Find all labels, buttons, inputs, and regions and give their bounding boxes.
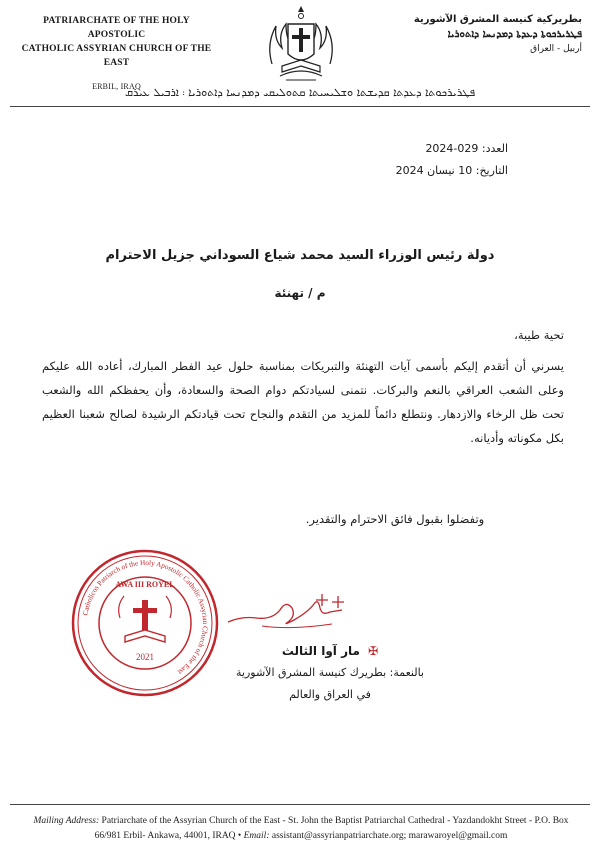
header-divider [10, 106, 590, 107]
letter-date [268, 160, 508, 182]
signatory-name: مار آوا الثالث [281, 644, 360, 658]
letterhead-english-line-2: CATHOLIC ASSYRIAN CHURCH OF THE EAST [21, 44, 212, 68]
letter-number-label: العدد: [481, 142, 508, 155]
seal-year: 2021 [136, 652, 154, 662]
seal-top-text: AWA III ROYEL [115, 580, 175, 589]
addressee: دولة رئيس الوزراء السيد محمد شياع السوداني جزيل الاحترام [105, 248, 495, 263]
letter-date-value: 10 نيسان 2024 [395, 164, 473, 177]
patriarchate-logo [262, 4, 340, 84]
email-addresses[interactable]: assistant@assyrianpatriarchate.org; marawaroyel@gmail.com [271, 831, 508, 841]
greeting: تحية طيبة، [514, 328, 564, 342]
signatory-name-row [210, 640, 450, 662]
letterhead-arabic-line-1: بطريركية كنيسة المشرق الآشورية [413, 14, 582, 25]
subject-line: م / تهنئة [274, 286, 326, 300]
official-seal [70, 548, 220, 698]
seal-ring-text: Catholicos Patriarch of the Holy Apostolic Catholic Assyrian Church of the East [81, 558, 210, 677]
letterhead-arabic [372, 12, 582, 57]
letterhead-english-line-1: PATRIARCHATE OF THE HOLY APOSTOLIC [43, 16, 190, 40]
signature-block [210, 640, 450, 706]
letter-body: يسرني أن أتقدم إليكم بأسمى آيات التهنئة والتبريكات بمناسبة حلول عيد الفطر المبارك، أعاده الله عليكم وعلى الشعب العراقي بالنعم والبركات. نتمنى لسيادتكم دوام الصحة والسعادة، وأن يحفظكم الله والشعب تحت ظل الرخاء والازدهار. ونتطلع دائماً للمزيد من التقدم والنجاح تحت قيادتكم الرشيدة لصالح شعبنا العظيم بكل مكوناته وأديانه. [42, 359, 564, 445]
cross-icon: ✠ [368, 644, 379, 658]
signatory-title-line-2: في العراق والعالم [289, 688, 371, 701]
letterhead-syriac-line: ܦܛܪܝܪܟܘܬܐ ܕܥܕܬܐ ܩܕܝܫܬܐ ܘܫܠܝܚܝܬܐ ܩܬܘܠܝܩܝ ܕܡܕܢܚܐ ܕܐܬܘܪܝܐ ܃ ܐܪܒܝܠ ܥܝܪܩ [124, 86, 476, 99]
letter-number [268, 138, 508, 160]
letter-date-label: التاريخ: [475, 164, 508, 177]
letterhead-english-location: ERBIL, IRAQ [92, 82, 141, 91]
footer-divider [10, 804, 590, 805]
signatory-title-line-1: بالنعمة: بطريرك كنيسة المشرق الآشورية [236, 666, 424, 679]
email-label: Email: [243, 831, 270, 841]
letterhead-english [14, 14, 219, 94]
closing-line: وتفضلوا بقبول فائق الاحترام والتقدير. [305, 512, 485, 526]
handwritten-signature [222, 586, 352, 632]
mailing-address-line-1: Patriarchate of the Assyrian Church of the East - St. John the Baptist Patriarchal Cathedral - Yazdandokht Street - P.O. Box [101, 816, 569, 826]
letter-number-value: 2024-029 [425, 142, 479, 155]
letterhead-arabic-line-2: ܦܛܪܝܪܟܘܬܐ ܕܥܕܬܐ ܕܡܕܢܚܐ ܕܐܬܘܪܝܐ [447, 29, 582, 40]
mailing-address-footer [12, 814, 590, 844]
letterhead-arabic-location: أربيل - العراق [530, 44, 582, 54]
mailing-address-label: Mailing Address: [33, 816, 100, 826]
mailing-address-line-2: 66/981 Erbil- Ankawa, 44001, IRAQ • [94, 831, 242, 841]
